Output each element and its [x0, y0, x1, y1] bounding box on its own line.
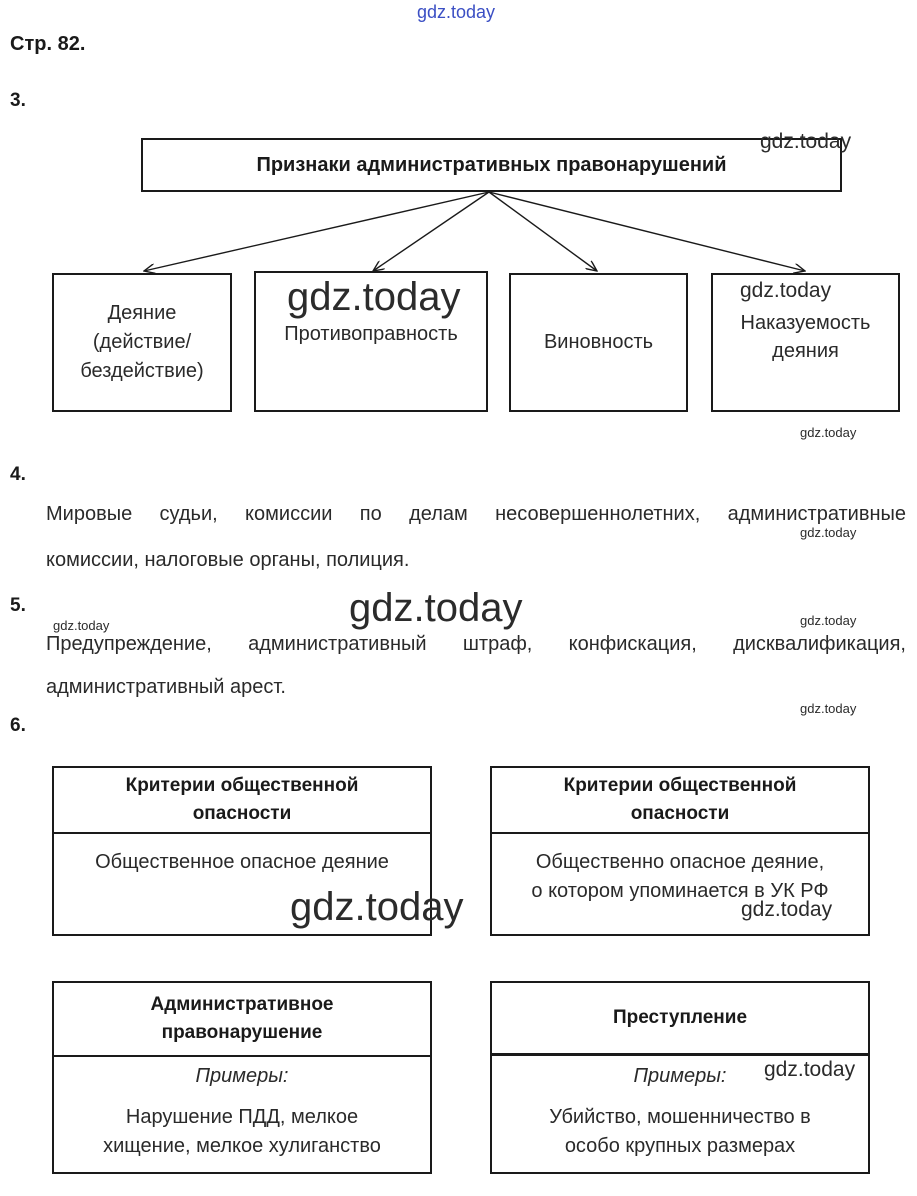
- sign-unlawfulness-text: Противоправность: [284, 323, 458, 345]
- criteria-right-body-line1: Общественно опасное деяние,: [535, 851, 825, 873]
- crime-examples-line2: особо крупных размерах: [564, 1135, 796, 1157]
- criteria-right-body-line2: о котором упоминается в УК РФ: [531, 880, 829, 902]
- task4-number: 4.: [10, 464, 26, 485]
- sign-deed-line2: (действие/: [92, 331, 192, 353]
- sign-punishability-line2: деяния: [772, 340, 839, 362]
- connector-arrows: [0, 0, 917, 300]
- crime-examples-body: [492, 1103, 868, 1161]
- offense-box: [52, 981, 432, 1174]
- crime-header-text: Преступление: [612, 1007, 748, 1028]
- offense-examples-line1: Нарушение ПДД, мелкое: [125, 1106, 359, 1128]
- criteria-right-header: [492, 768, 868, 834]
- sign-box-deed: [52, 273, 232, 412]
- offense-header-line2: правонарушение: [161, 1022, 323, 1043]
- arrow-to-punishability: [489, 192, 805, 271]
- criteria-left-header-line1: Критерии общественной: [125, 775, 359, 796]
- criteria-right-header-line1: Критерии общественной: [563, 775, 797, 796]
- offense-header: [54, 983, 430, 1057]
- task5-answer-line1: Предупреждение, административный штраф, конфискация, дисквалификация,: [46, 633, 906, 655]
- watermark: gdz.today: [764, 1058, 856, 1081]
- crime-examples-label: Примеры:: [633, 1065, 727, 1087]
- criteria-left-body: Общественное опасное деяние: [95, 851, 389, 873]
- watermark: gdz.today: [53, 618, 110, 633]
- sign-guilt-text: Виновность: [543, 331, 654, 353]
- watermark: gdz.today: [740, 279, 832, 302]
- sign-deed-line3: бездействие): [80, 360, 204, 382]
- signs-title-text: Признаки административных правонарушений: [256, 153, 727, 176]
- page-label: Стр. 82.: [10, 33, 86, 55]
- task5-number: 5.: [10, 595, 26, 616]
- criteria-left-header: [54, 768, 430, 834]
- watermark: gdz.today: [290, 885, 464, 929]
- offense-examples-body: [54, 1103, 430, 1161]
- watermark: gdz.today: [800, 613, 857, 628]
- watermark: gdz.today: [800, 525, 857, 540]
- arrow-to-unlawfulness: [373, 192, 489, 271]
- task4-answer-line1: Мировые судьи, комиссии по делам несовершеннолетних, административные: [46, 503, 906, 525]
- criteria-left-header-line2: опасности: [192, 803, 292, 824]
- watermark-top: gdz.today: [417, 2, 496, 22]
- watermark: gdz.today: [349, 586, 523, 630]
- crime-examples-line1: Убийство, мошенничество в: [549, 1106, 811, 1128]
- sign-punishability-line1: Наказуемость: [740, 312, 871, 334]
- sign-box-guilt: [509, 273, 688, 412]
- sign-deed-line1: Деяние: [107, 302, 177, 324]
- watermark: gdz.today: [760, 130, 852, 153]
- criteria-right-header-line2: опасности: [630, 803, 730, 824]
- offense-header-line1: Административное: [150, 994, 334, 1015]
- task6-number: 6.: [10, 715, 26, 736]
- task4-answer-line2: комиссии, налоговые органы, полиция.: [46, 549, 410, 571]
- arrow-to-deed: [144, 192, 489, 271]
- watermark: gdz.today: [741, 898, 833, 921]
- offense-examples-line2: хищение, мелкое хулиганство: [103, 1135, 381, 1157]
- crime-header: [492, 983, 868, 1056]
- watermark: gdz.today: [800, 425, 857, 440]
- task3-number: 3.: [10, 90, 26, 111]
- arrow-to-guilt: [489, 192, 597, 271]
- task5-answer-line2: административный арест.: [46, 676, 286, 698]
- watermark: gdz.today: [800, 701, 857, 716]
- offense-examples-label: Примеры:: [195, 1065, 289, 1087]
- watermark: gdz.today: [287, 275, 461, 319]
